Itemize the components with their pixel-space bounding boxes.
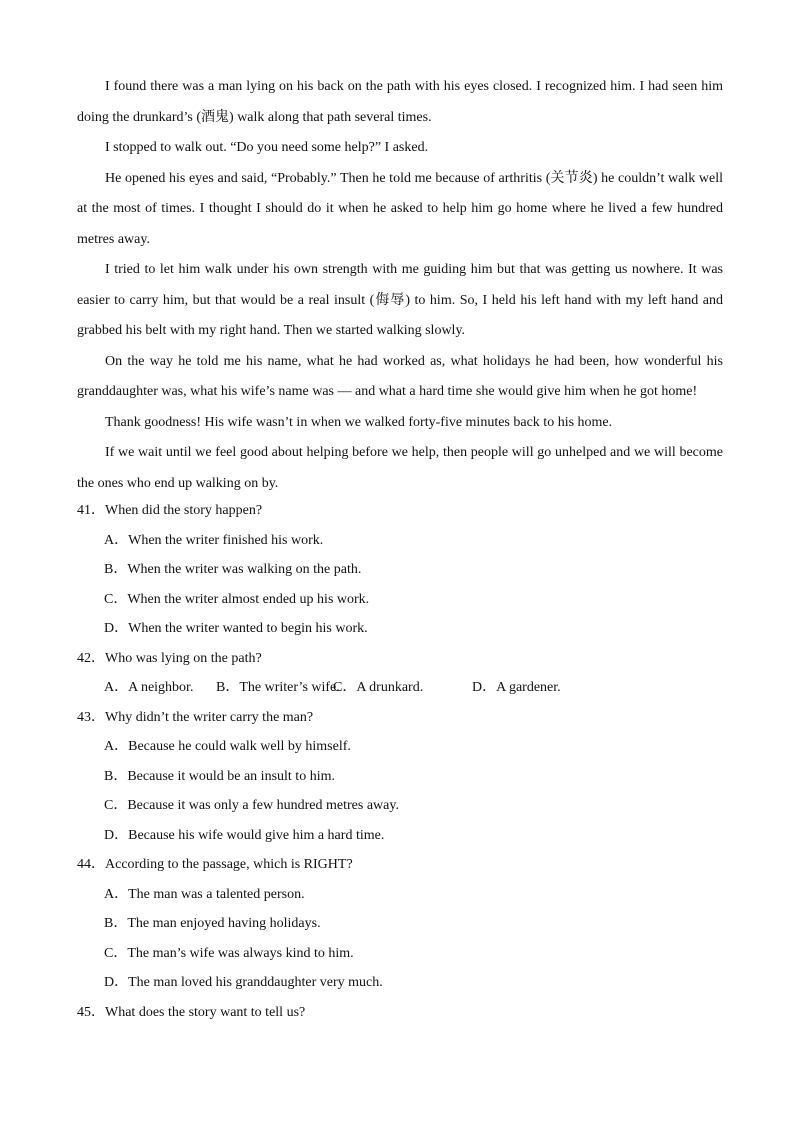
question-stem: 44．According to the passage, which is RIGHT?	[77, 857, 353, 872]
option-c: C．Because it was only a few hundred metres away.	[104, 798, 399, 813]
passage-paragraph: On the way he told me his name, what he had worked as, what holidays he had been, how wonderful his granddaughter was, what his wife’s name was — and what a hard time she would give him when he got home!	[77, 353, 723, 399]
reading-passage	[77, 72, 723, 499]
option-b: B．The man enjoyed having holidays.	[104, 916, 321, 931]
question-43	[77, 703, 723, 851]
option-c: C．A drunkard.	[333, 680, 424, 695]
option-c: C．When the writer almost ended up his work.	[104, 591, 370, 607]
passage-paragraph: If we wait until we feel good about helping before we help, then people will go unhelped and we will become the ones who end up walking on by.	[77, 445, 723, 491]
option-d: D．When the writer wanted to begin his work.	[104, 621, 368, 636]
question-list	[77, 496, 723, 1027]
options-row	[104, 673, 723, 703]
passage-paragraph: I stopped to walk out. “Do you need some help?” I asked.	[105, 140, 429, 155]
option-d: D．The man loved his granddaughter very much.	[104, 975, 383, 990]
option-a: A．When the writer finished his work.	[104, 532, 324, 548]
option-b: B．Because it would be an insult to him.	[104, 768, 335, 784]
question-45	[77, 998, 723, 1028]
option-a: A．The man was a talented person.	[104, 886, 305, 902]
option-d: D．Because his wife would give him a hard time.	[104, 827, 385, 843]
option-b: B．The writer’s wife.	[216, 680, 340, 695]
question-stem: 45．What does the story want to tell us?	[77, 1004, 306, 1020]
option-d: D．A gardener.	[472, 680, 561, 695]
question-41	[77, 496, 723, 644]
question-stem: 41．When did the story happen?	[77, 503, 263, 518]
option-b: B．When the writer was walking on the path.	[104, 562, 362, 577]
passage-paragraph: I found there was a man lying on his back on the path with his eyes closed. I recognized him. I had seen him doing the drunkard’s (酒鬼) walk along that path several times.	[77, 79, 723, 125]
option-a: A．Because he could walk well by himself.	[104, 739, 351, 754]
option-a: A．A neighbor.	[104, 680, 194, 695]
passage-paragraph: Thank goodness! His wife wasn’t in when we walked forty-five minutes back to his home.	[105, 414, 613, 430]
option-c: C．The man’s wife was always kind to him.	[104, 945, 354, 961]
question-stem: 43．Why didn’t the writer carry the man?	[77, 709, 314, 725]
question-44	[77, 850, 723, 998]
passage-paragraph: I tried to let him walk under his own strength with me guiding him but that was getting us nowhere. It was easier to carry him, but that would be a real insult (侮辱) to him. So, I held his left hand with my left hand and grabbed his belt with my right hand. Then we started walking slowly.	[77, 262, 723, 338]
question-stem: 42．Who was lying on the path?	[77, 650, 262, 666]
passage-paragraph: He opened his eyes and said, “Probably.” Then he told me because of arthritis (关节炎) he couldn’t walk well at the most of times. I thought I should do it when he asked to help him go home where he lived a few hundred metres away.	[77, 170, 723, 247]
question-42	[77, 644, 723, 703]
